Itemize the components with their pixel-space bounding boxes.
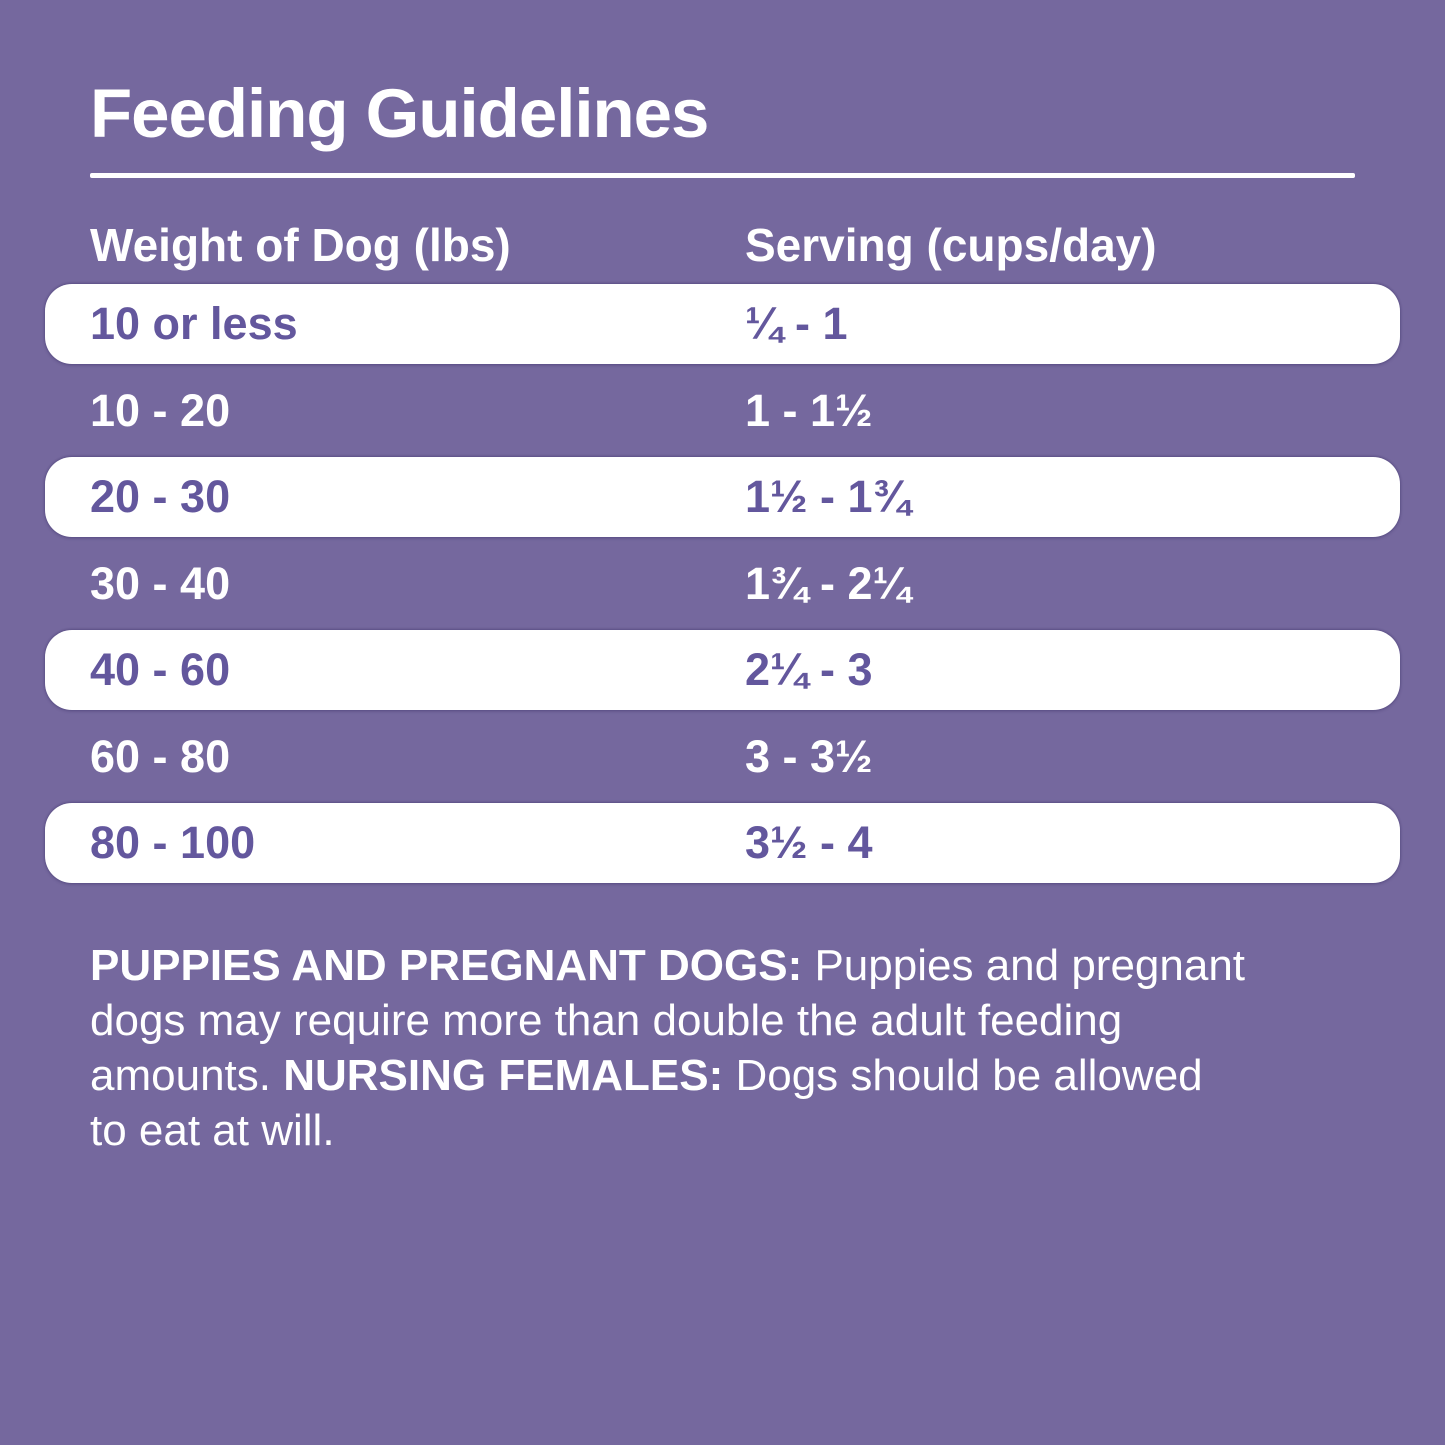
serving-cell: 1½ - 1¾ — [745, 471, 911, 522]
footer-note — [0, 883, 1445, 1158]
footer-line — [90, 1048, 1385, 1103]
footer-text: Dogs should be allowed — [723, 1051, 1203, 1100]
table-row — [45, 803, 1400, 883]
weight-cell: 80 - 100 — [90, 817, 256, 868]
table-row — [45, 284, 1400, 364]
footer-text: dogs may require more than double the adult feeding — [90, 996, 1123, 1045]
serving-cell: 1¾ - 2¼ — [745, 557, 911, 609]
page-title: Feeding Guidelines — [90, 75, 709, 152]
footer-heading-nursing: NURSING FEMALES: — [283, 1051, 724, 1100]
table-row — [45, 457, 1400, 537]
table-row — [45, 364, 1400, 457]
table-row — [45, 630, 1400, 710]
serving-cell: ¼ - 1 — [745, 298, 848, 349]
serving-cell: 3 - 3½ — [745, 730, 873, 782]
footer-line — [90, 1103, 1385, 1158]
footer-text: Puppies and pregnant — [802, 941, 1246, 990]
weight-cell: 20 - 30 — [90, 471, 231, 522]
footer-text: amounts. — [90, 1051, 284, 1100]
column-header-serving: Serving (cups/day) — [745, 219, 1157, 271]
serving-cell: 3½ - 4 — [745, 817, 873, 868]
serving-cell: 1 - 1½ — [745, 384, 873, 436]
footer-line — [90, 938, 1385, 993]
footer-heading-puppies: PUPPIES AND PREGNANT DOGS: — [90, 941, 803, 990]
column-header-weight: Weight of Dog (lbs) — [90, 219, 511, 271]
weight-cell: 40 - 60 — [90, 644, 231, 695]
weight-cell: 30 - 40 — [90, 557, 231, 609]
table-header — [45, 220, 1400, 270]
serving-cell: 2¼ - 3 — [745, 644, 873, 695]
weight-cell: 60 - 80 — [90, 730, 231, 782]
weight-cell: 10 or less — [90, 298, 298, 349]
table-row — [45, 710, 1400, 803]
weight-cell: 10 - 20 — [90, 384, 231, 436]
table-row — [45, 537, 1400, 630]
footer-line — [90, 993, 1385, 1048]
footer-text: to eat at will. — [90, 1106, 335, 1155]
feeding-table — [45, 284, 1400, 883]
title-divider — [90, 173, 1355, 178]
